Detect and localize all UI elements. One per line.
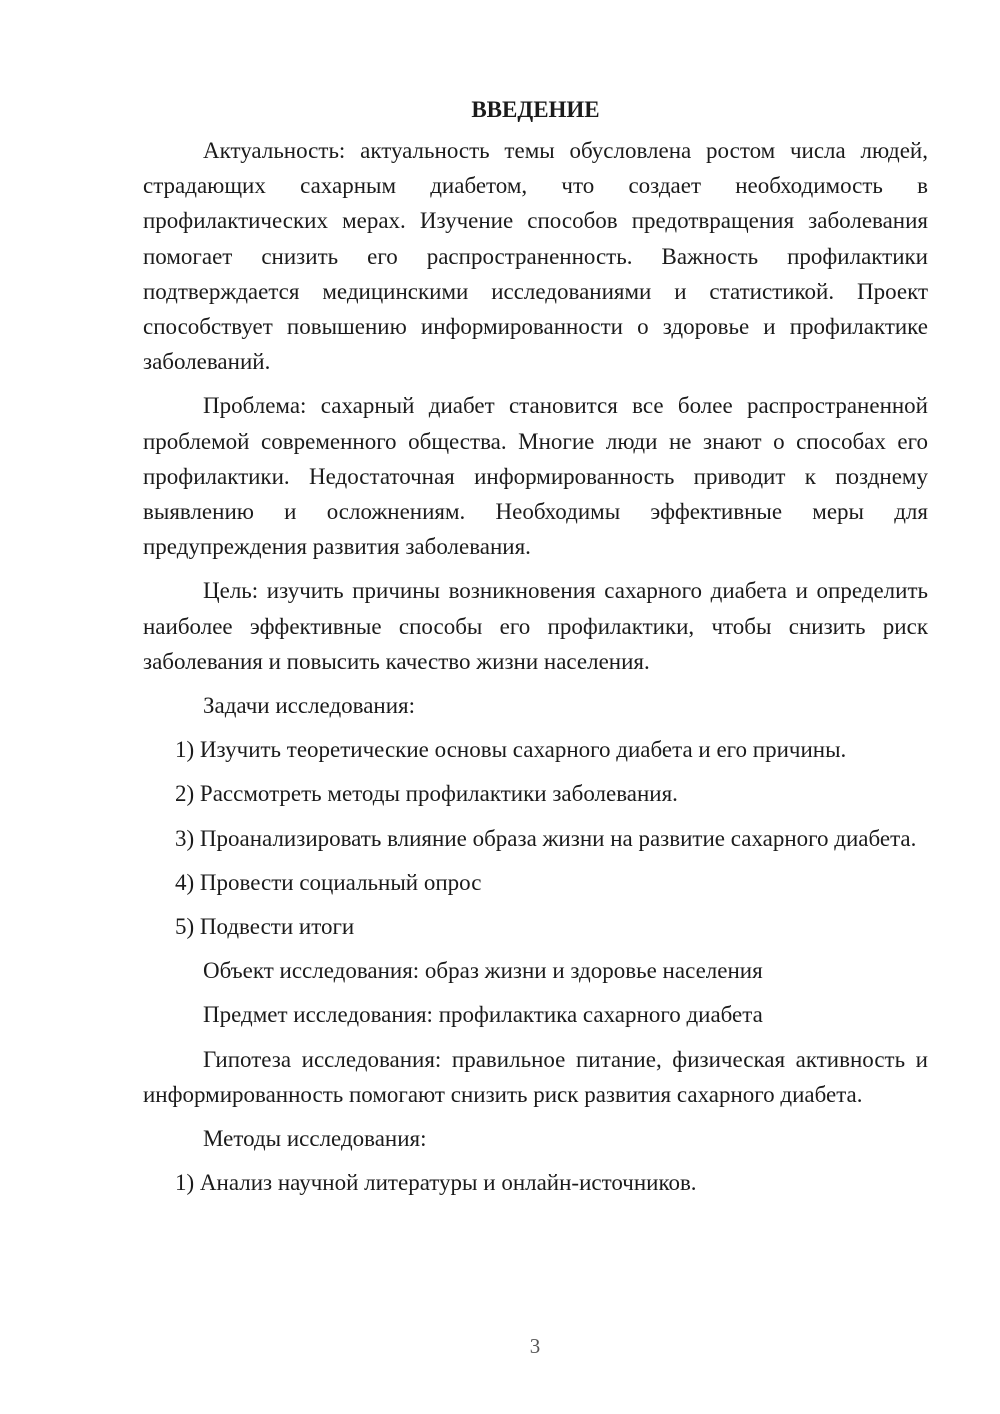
methods-heading: Методы исследования: (203, 1126, 427, 1152)
page-number: 3 (529, 1334, 541, 1358)
task-item-3: 3) Проанализировать влияние образа жизни на развитие сахарного диабета. (175, 825, 917, 851)
section-title: ВВЕДЕНИЕ (471, 97, 600, 122)
task-item-1: 1) Изучить теоретические основы сахарного диабета и его причины. (175, 737, 847, 763)
relevance-paragraph: Актуальность: актуальность темы обусловлена ростом числа людей, страдающих сахарным диабетом, что создает необходимость в профилактических мерах. Изучение способов предотвращения заболевания помогает снизить его распространенность. Важность профилактики подтверждается медицинскими исследованиями и статистикой. Проект способствует повышению информированности о здоровье и профилактике заболеваний. (143, 138, 928, 375)
research-subject: Предмет исследования: профилактика сахарного диабета (203, 1002, 763, 1028)
method-item-1: 1) Анализ научной литературы и онлайн-источников. (175, 1170, 697, 1196)
task-item-4: 4) Провести социальный опрос (175, 869, 482, 895)
goal-paragraph: Цель: изучить причины возникновения сахарного диабета и определить наиболее эффективные способы его профилактики, чтобы снизить риск заболевания и повысить качество жизни населения. (143, 578, 928, 674)
task-item-5: 5) Подвести итоги (175, 914, 355, 940)
hypothesis-paragraph: Гипотеза исследования: правильное питание, физическая активность и информированность помогают снизить риск развития сахарного диабета. (143, 1046, 928, 1107)
page-body (143, 92, 928, 1209)
task-item-2: 2) Рассмотреть методы профилактики заболевания. (175, 781, 678, 807)
problem-paragraph: Проблема: сахарный диабет становится все более распространенной проблемой современного общества. Многие люди не знают о способах его профилактики. Недостаточная информированность приводит к позднему выявлению и осложнениям. Необходимы эффективные меры для предупреждения развития заболевания. (143, 393, 928, 560)
tasks-heading: Задачи исследования: (203, 693, 416, 719)
research-object: Объект исследования: образ жизни и здоровье населения (203, 958, 763, 984)
